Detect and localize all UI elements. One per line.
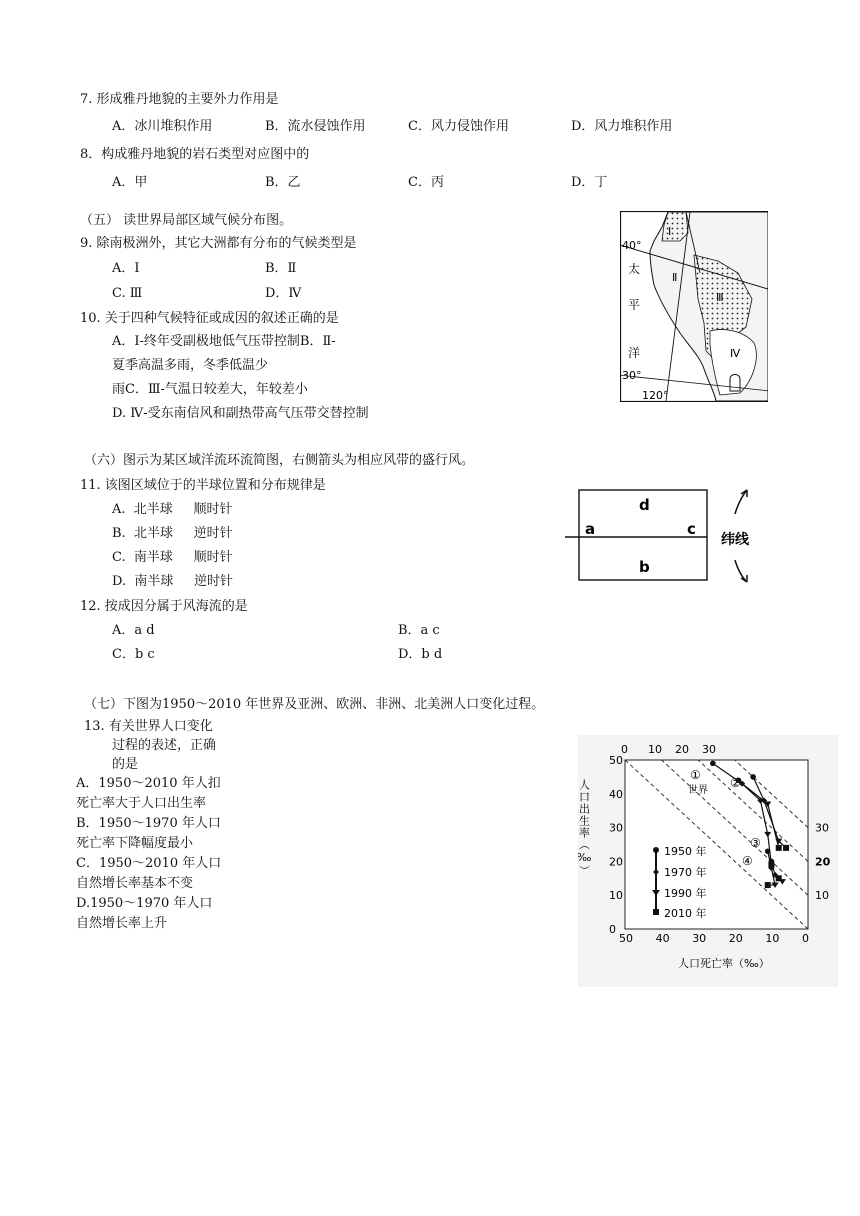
q13-option-c-line1: C．1950～2010 年人口	[76, 856, 222, 871]
climate-zone-map	[620, 211, 768, 402]
q7-option-d: D．风力堆积作用	[571, 119, 673, 134]
y-tick-label: 40	[609, 787, 623, 801]
x-tick-label: 0	[802, 932, 809, 945]
ocean-current-diagram	[565, 482, 765, 588]
q9-option-c: C. Ⅲ	[112, 286, 143, 301]
data-point	[776, 875, 782, 881]
lon-120-label: 120°	[642, 389, 669, 402]
legend-marker-2010	[653, 909, 659, 915]
q12-option-b: B．a c	[398, 623, 440, 638]
top-tick-label: 10	[648, 743, 662, 756]
q8-option-d: D．丁	[571, 175, 608, 190]
data-point	[776, 845, 782, 851]
q13-option-d-line1: D.1950～1970 年人口	[76, 896, 213, 911]
legend-1970: 1970 年	[664, 866, 707, 879]
q7-option-b: B．流水侵蚀作用	[265, 119, 366, 134]
q8-option-a: A．甲	[112, 175, 148, 190]
series-label-3: ③	[750, 836, 761, 850]
q12-option-a: A．a d	[112, 623, 155, 638]
data-point	[750, 774, 756, 780]
q11-option-d: D. 南半球 逆时针	[112, 574, 234, 589]
legend-1950: 1950 年	[664, 845, 707, 858]
section7-heading: （七）下图为1950～2010 年世界及亚洲、欧洲、非洲、北美洲人口变化过程。	[84, 697, 545, 712]
legend-1990: 1990 年	[664, 887, 707, 900]
ocean-char-2: 平	[628, 298, 641, 312]
data-point	[783, 845, 789, 851]
data-point	[710, 761, 716, 767]
y-tick-label: 50	[609, 754, 623, 767]
q13-option-a-line1: A．1950～2010 年人扣	[76, 776, 221, 791]
current-b-label: b	[639, 558, 650, 576]
q11-option-a: A. 北半球 顺时针	[112, 502, 233, 517]
ocean-char-1: 太	[628, 262, 641, 276]
q13-option-b-line2: 死亡率下降幅度最小	[76, 836, 194, 851]
q13-option-b-line1: B．1950～1970 年人口	[76, 816, 221, 831]
section6-heading: （六）图示为某区域洋流环流简图，右侧箭头为相应风带的盛行风。	[84, 453, 475, 468]
x-tick-label: 40	[655, 932, 670, 945]
q8-option-c: C．丙	[408, 175, 444, 190]
q9-stem: 9. 除南极洲外，其它大洲都有分布的气候类型是	[80, 236, 357, 251]
zone-3-label: Ⅲ	[716, 291, 724, 304]
zone-4-label: Ⅳ	[730, 347, 741, 360]
q10-line-3: 雨C．Ⅲ-气温日较差大，年较差小	[112, 382, 308, 397]
q10-line-4: D. Ⅳ-受东南信风和副热带高气压带交替控制	[112, 406, 369, 421]
current-a-label: a	[585, 520, 596, 538]
q7-stem: 7. 形成雅丹地貌的主要外力作用是	[80, 92, 279, 107]
x-tick-label: 30	[692, 932, 707, 945]
q8-stem: 8．构成雅丹地貌的岩石类型对应图中的	[80, 147, 310, 162]
right-tick-label: 20	[815, 855, 831, 869]
q12-option-c: C．b c	[112, 647, 155, 662]
top-tick-label: 0	[621, 743, 628, 756]
q7-option-c: C．风力侵蚀作用	[408, 119, 509, 134]
q10-line-2: 夏季高温多雨，冬季低温少	[112, 358, 269, 373]
series-label-2: ②	[730, 776, 741, 790]
q11-stem: 11. 该图区域位于的半球位置和分布规律是	[80, 478, 326, 493]
q9-option-d: D．Ⅳ	[265, 286, 302, 301]
q13-stem-1: 13. 有关世界人口变化	[84, 719, 213, 734]
series-label-world: 世界	[688, 785, 708, 796]
series-label-1: ①	[690, 768, 701, 782]
data-point	[769, 859, 775, 865]
legend-2010: 2010 年	[664, 907, 707, 920]
top-tick-label: 20	[675, 743, 689, 756]
x-tick-label: 50	[619, 932, 633, 945]
q7-option-a: A．冰川堆积作用	[112, 119, 213, 134]
q9-option-b: B．Ⅱ	[265, 261, 297, 276]
x-tick-label: 20	[728, 932, 743, 945]
q9-option-a: A．Ⅰ	[112, 261, 140, 276]
q13-option-a-line2: 死亡率大于人口出生率	[76, 796, 207, 811]
q13-stem-3: 的是	[112, 757, 139, 772]
q10-line-1: A．Ⅰ-终年受副极地低气压带控制B．Ⅱ-	[112, 334, 336, 349]
top-tick-label: 30	[702, 743, 716, 756]
q13-option-c-line2: 自然增长率基本不变	[76, 876, 194, 891]
x-axis-label: 人口死亡率（‰）	[678, 957, 770, 970]
section5-heading: （五） 读世界局部区域气候分布图。	[80, 213, 293, 228]
lat-30-label: 30°	[622, 369, 642, 382]
lat-40-label: 40°	[622, 239, 642, 252]
legend-marker-1950	[653, 847, 659, 853]
latitude-line-label: 纬线	[721, 532, 749, 548]
current-c-label: c	[687, 520, 696, 538]
q12-stem: 12. 按成因分属于风海流的是	[80, 599, 248, 614]
right-tick-label: 10	[815, 889, 829, 903]
q10-stem: 10. 关于四种气候特征或成因的叙述正确的是	[80, 311, 339, 326]
current-d-label: d	[639, 496, 650, 514]
zone-1-label: Ⅰ	[668, 225, 672, 238]
y-axis-label: 人口出生率（‰）	[578, 779, 591, 877]
data-point	[765, 848, 771, 854]
zone-2-label: Ⅱ	[672, 271, 678, 284]
ocean-char-3: 洋	[628, 346, 641, 360]
q13-stem-2: 过程的表述，正确	[112, 738, 217, 753]
y-tick-label: 0	[609, 923, 616, 936]
data-point	[765, 882, 771, 888]
q8-option-b: B．乙	[265, 175, 301, 190]
q13-option-d-line2: 自然增长率上升	[76, 916, 168, 931]
y-tick-label: 30	[609, 821, 623, 835]
q11-option-b: B. 北半球 逆时针	[112, 526, 233, 541]
x-tick-label: 10	[765, 932, 780, 945]
population-chart	[578, 735, 838, 987]
q11-option-c: C. 南半球 顺时针	[112, 550, 233, 565]
y-tick-label: 10	[609, 889, 623, 903]
y-tick-label: 20	[609, 855, 623, 869]
right-tick-label: 30	[815, 821, 829, 835]
series-label-4: ④	[742, 854, 753, 868]
q12-option-d: D．b d	[398, 647, 443, 662]
